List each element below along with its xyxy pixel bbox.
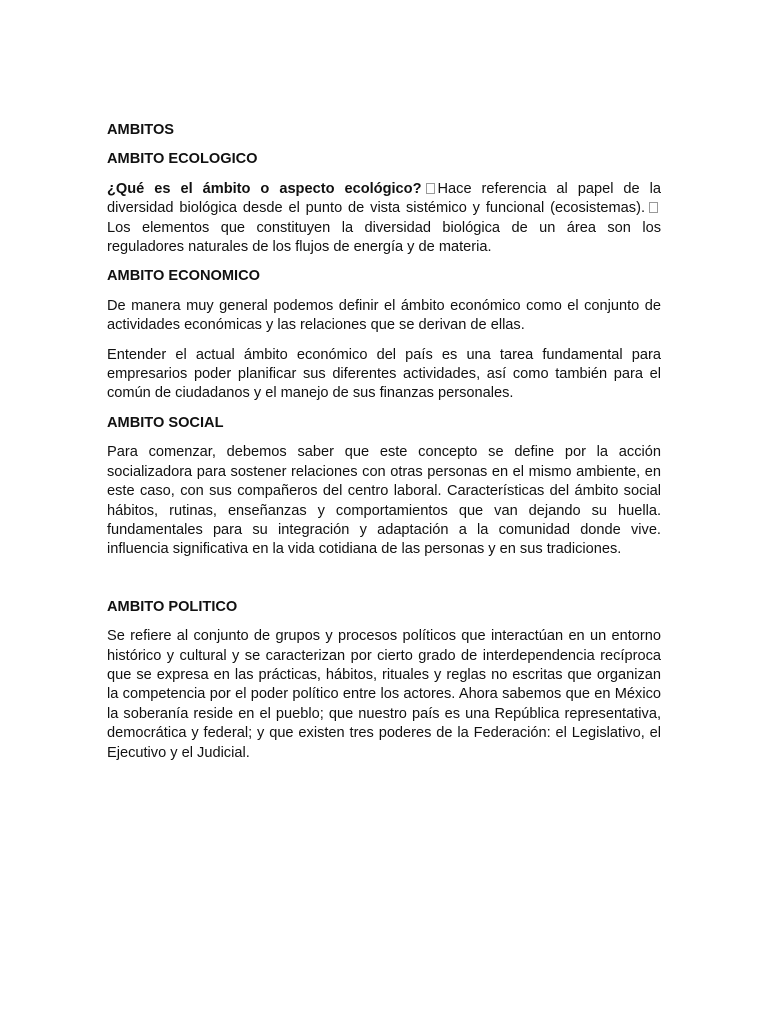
paragraph-social: Para comenzar, debemos saber que este concepto se define por la acción socializadora para sostener relaciones con otras personas en el mismo ambiente, en este caso, con sus compañeros del centro laboral. Características del ámbito social hábitos, rutinas, enseñanzas y comportamientos que van dejando su huella. fundamentales para su integración y adaptación a la comunidad donde vive. influencia significativa en la vida cotidiana de las personas y en sus tradiciones. [107, 444, 661, 558]
text-ecologico-b: Los elementos que constituyen la diversidad biológica de un área son los reguladores naturales de los flujos de energía y de materia. [107, 219, 661, 256]
paragraph-economico-2: Entender el actual ámbito económico del país es una tarea fundamental para empresarios poder planificar sus diferentes actividades, así como también para el común de ciudadanos y el manejo de sus finanzas personales. [107, 346, 661, 402]
heading-social: AMBITO SOCIAL [107, 414, 224, 431]
heading-ecologico: AMBITO ECOLOGICO [107, 151, 258, 168]
paragraph-politico: Se refiere al conjunto de grupos y procesos políticos que interactúan en un entorno histórico y cultural y se caracterizan por cierto grado de interdependencia recíproca que se expresa en las prácticas, hábitos, rituales y reglas no escritas que organizan la competencia por el poder político entre los actores. Ahora sabemos que en México la soberanía reside en el pueblo; que nuestro país es una República representativa, democrática y federal; y que existen tres poderes de la Federación: el Legislativo, el Ejecutivo y el Judicial. [107, 628, 661, 761]
document-title: AMBITOS [107, 122, 175, 138]
missing-glyph-icon [426, 183, 435, 194]
missing-glyph-icon [649, 202, 658, 213]
paragraph-economico-1: De manera muy general podemos definir el ámbito económico como el conjunto de actividades económicas y las relaciones que se derivan de ellas. [107, 297, 661, 334]
document-page [107, 121, 661, 763]
heading-politico: AMBITO POLITICO [107, 598, 238, 615]
question-ecologico: ¿Qué es el ámbito o aspecto ecológico? [107, 180, 422, 197]
text-ecologico-a: Hace referencia al papel de la diversidad biológica desde el punto de vista sistémico y funcional (ecosistemas). [107, 180, 661, 217]
heading-economico: AMBITO ECONOMICO [107, 268, 260, 285]
paragraph-ecologico [107, 180, 661, 258]
